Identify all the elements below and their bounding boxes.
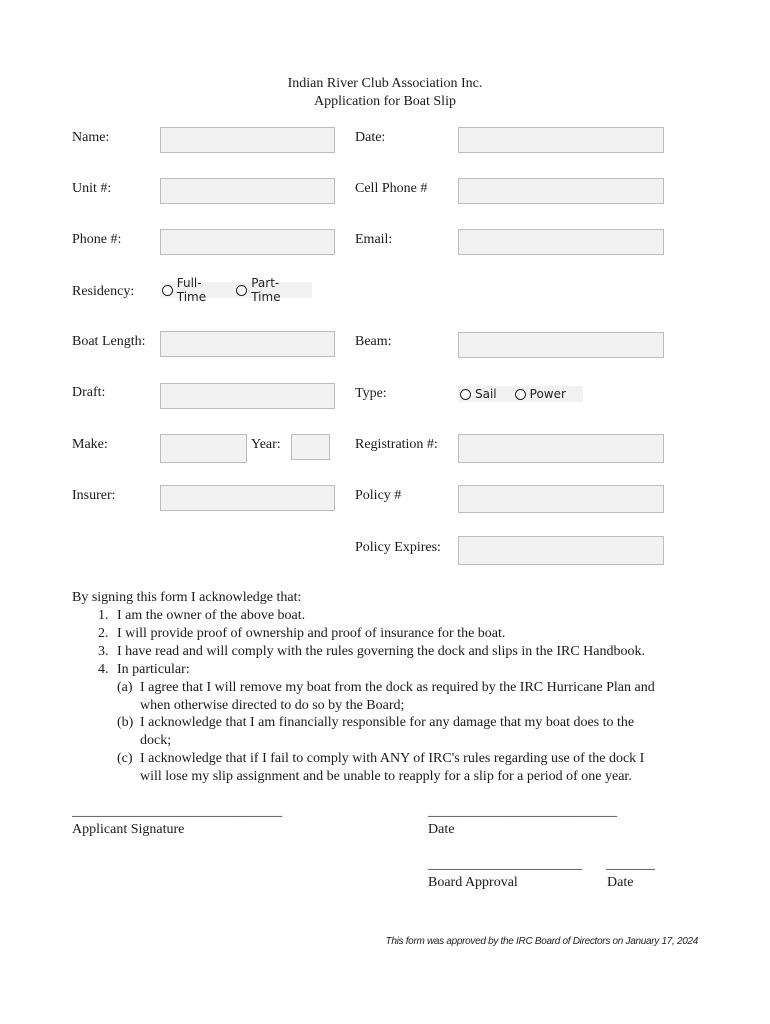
list-item: I will provide proof of ownership and proof of insurance for the boat. <box>117 626 506 641</box>
sublist-item: I acknowledge that if I fail to comply with ANY of IRC's rules regarding use of the dock I <box>140 751 645 766</box>
type-option-label: Power <box>529 387 566 401</box>
date-field[interactable] <box>458 127 664 153</box>
make-field[interactable] <box>160 434 247 463</box>
email-label: Email: <box>355 232 393 247</box>
registration-field[interactable] <box>458 434 664 463</box>
phone-label: Phone #: <box>72 232 122 247</box>
list-number: 2. <box>98 626 109 641</box>
sublist-item-continued: will lose my slip assignment and be unable to reapply for a slip for a period of one year. <box>140 769 632 784</box>
residency-option-label: Full-Time <box>176 276 207 304</box>
name-field[interactable] <box>160 127 335 153</box>
policy-field[interactable] <box>458 485 664 513</box>
sublist-item-continued: dock; <box>140 733 172 748</box>
board-approval-label: Board Approval <box>428 875 518 890</box>
cell-phone-label: Cell Phone # <box>355 181 428 196</box>
registration-label: Registration #: <box>355 437 438 452</box>
date-signature-line[interactable]: ___________________________ <box>428 804 617 819</box>
policy-expires-field[interactable] <box>458 536 664 565</box>
applicant-signature-label: Applicant Signature <box>72 822 185 837</box>
insurer-label: Insurer: <box>72 488 116 503</box>
make-label: Make: <box>72 437 108 452</box>
radio-button-icon[interactable] <box>162 285 173 296</box>
draft-label: Draft: <box>72 385 106 400</box>
list-item: In particular: <box>117 662 190 677</box>
sublist-number: (b) <box>117 715 134 730</box>
beam-field[interactable] <box>458 332 664 358</box>
residency-option-part-time[interactable] <box>234 276 306 304</box>
year-field[interactable] <box>291 434 330 460</box>
radio-button-icon[interactable] <box>515 389 526 400</box>
sublist-item: I acknowledge that I am financially responsible for any damage that my boat does to the <box>140 715 635 730</box>
residency-radio-group <box>160 276 312 304</box>
sublist-number: (c) <box>117 751 133 766</box>
phone-field[interactable] <box>160 229 335 255</box>
residency-label: Residency: <box>72 284 135 299</box>
sublist-item: I agree that I will remove my boat from the dock as required by the IRC Hurricane Plan and <box>140 680 655 695</box>
year-label: Year: <box>251 437 281 452</box>
policy-expires-label: Policy Expires: <box>355 540 441 555</box>
sublist-number: (a) <box>117 680 133 695</box>
board-date-line[interactable]: _______ <box>606 857 655 872</box>
acknowledgement-intro: By signing this form I acknowledge that: <box>72 590 302 605</box>
name-label: Name: <box>72 130 110 145</box>
cell-phone-field[interactable] <box>458 178 664 204</box>
unit-field[interactable] <box>160 178 335 204</box>
applicant-signature-line[interactable]: ______________________________ <box>72 804 282 819</box>
residency-option-full-time[interactable] <box>160 276 228 304</box>
beam-label: Beam: <box>355 334 392 349</box>
type-option-sail[interactable] <box>458 387 497 401</box>
list-number: 3. <box>98 644 109 659</box>
form-title: Application for Boat Slip <box>314 94 456 109</box>
list-item: I am the owner of the above boat. <box>117 608 306 623</box>
insurer-field[interactable] <box>160 485 335 511</box>
type-label: Type: <box>355 386 387 401</box>
type-radio-group <box>458 386 583 402</box>
board-approval-line[interactable]: ______________________ <box>428 857 582 872</box>
boat-length-field[interactable] <box>160 331 335 357</box>
list-number: 4. <box>98 662 109 677</box>
board-date-label: Date <box>607 875 634 890</box>
unit-label: Unit #: <box>72 181 112 196</box>
date-signature-label: Date <box>428 822 455 837</box>
list-number: 1. <box>98 608 109 623</box>
residency-option-label: Part-Time <box>251 276 281 304</box>
org-name: Indian River Club Association Inc. <box>287 76 483 91</box>
list-item: I have read and will comply with the rules governing the dock and slips in the IRC Handbook. <box>117 644 646 659</box>
type-option-power[interactable] <box>513 387 566 401</box>
email-field[interactable] <box>458 229 664 255</box>
type-option-label: Sail <box>475 387 497 401</box>
radio-button-icon[interactable] <box>460 389 471 400</box>
policy-label: Policy # <box>355 488 402 503</box>
date-label: Date: <box>355 130 386 145</box>
approval-footnote: This form was approved by the IRC Board of Directors on January 17, 2024 <box>385 936 698 947</box>
radio-button-icon[interactable] <box>236 285 247 296</box>
draft-field[interactable] <box>160 383 335 409</box>
sublist-item-continued: when otherwise directed to do so by the Board; <box>140 698 405 713</box>
boat-length-label: Boat Length: <box>72 334 146 349</box>
